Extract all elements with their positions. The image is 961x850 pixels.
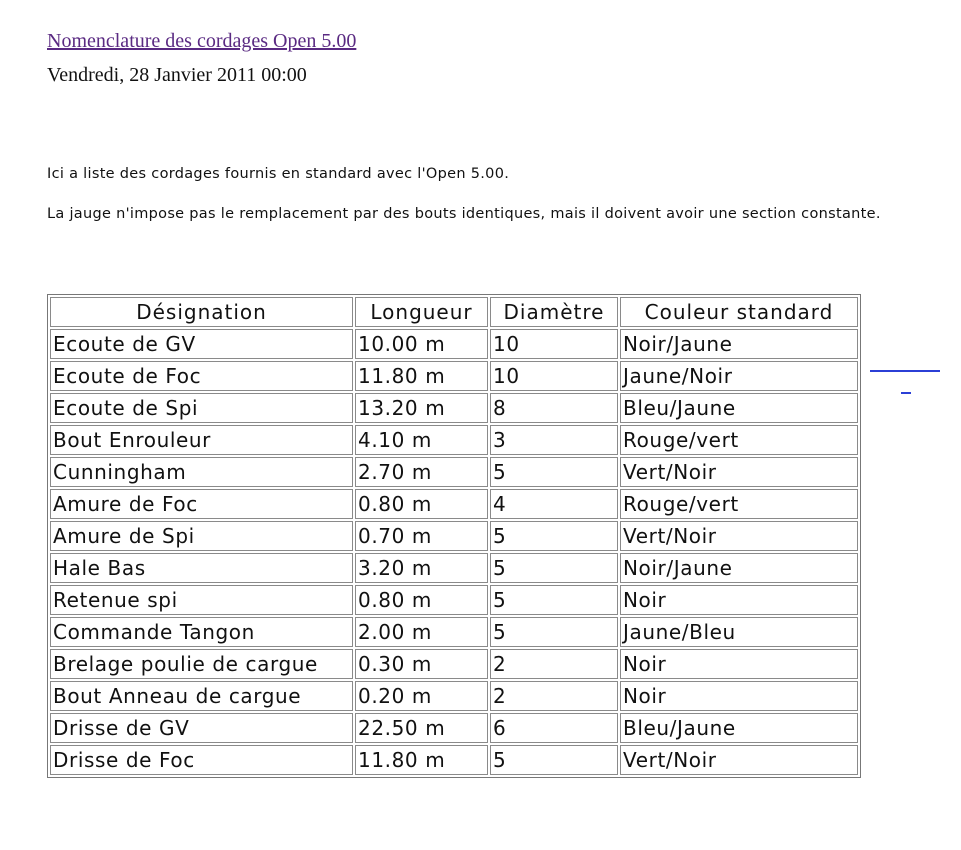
cell-designation: Bout Enrouleur [50,425,353,455]
cell-longueur: 2.00 m [355,617,488,647]
cell-designation: Amure de Spi [50,521,353,551]
cell-diametre: 5 [490,585,618,615]
table-row [50,745,858,775]
cell-diametre: 4 [490,489,618,519]
cell-designation: Ecoute de Spi [50,393,353,423]
cell-longueur: 13.20 m [355,393,488,423]
header-designation: Désignation [50,297,353,327]
decorative-line [870,370,940,372]
cell-couleur: Noir/Jaune [620,329,858,359]
cell-longueur: 0.20 m [355,681,488,711]
cell-diametre: 6 [490,713,618,743]
cell-longueur: 10.00 m [355,329,488,359]
cell-longueur: 2.70 m [355,457,488,487]
cell-designation: Hale Bas [50,553,353,583]
header-couleur: Couleur standard [620,297,858,327]
cell-diametre: 3 [490,425,618,455]
cell-longueur: 22.50 m [355,713,488,743]
cell-diametre: 8 [490,393,618,423]
cell-designation: Amure de Foc [50,489,353,519]
cell-couleur: Vert/Noir [620,521,858,551]
cell-designation: Cunningham [50,457,353,487]
cell-longueur: 4.10 m [355,425,488,455]
table-header-row [50,297,858,327]
cell-couleur: Noir [620,585,858,615]
cell-diametre: 2 [490,681,618,711]
table-row [50,425,858,455]
cell-longueur: 0.80 m [355,489,488,519]
note-paragraph: La jauge n'impose pas le remplacement par des bouts identiques, mais il doivent avoir une section constante. [47,206,881,222]
cell-couleur: Vert/Noir [620,457,858,487]
table-row [50,329,858,359]
decorative-dash [901,392,911,394]
table-row [50,361,858,391]
cell-diametre: 5 [490,521,618,551]
cell-designation: Drisse de GV [50,713,353,743]
table-row [50,585,858,615]
cell-designation: Ecoute de GV [50,329,353,359]
table-row [50,457,858,487]
cell-diametre: 10 [490,361,618,391]
table-row [50,681,858,711]
intro-paragraph: Ici a liste des cordages fournis en standard avec l'Open 5.00. [47,166,510,182]
cell-longueur: 11.80 m [355,745,488,775]
table-row [50,713,858,743]
cell-longueur: 0.80 m [355,585,488,615]
article-title-link[interactable]: Nomenclature des cordages Open 5.00 [47,30,357,52]
cell-diametre: 5 [490,617,618,647]
cell-couleur: Rouge/vert [620,425,858,455]
cell-couleur: Vert/Noir [620,745,858,775]
table-row [50,521,858,551]
cell-longueur: 3.20 m [355,553,488,583]
cell-designation: Retenue spi [50,585,353,615]
cell-couleur: Jaune/Bleu [620,617,858,647]
cell-couleur: Bleu/Jaune [620,393,858,423]
cell-couleur: Jaune/Noir [620,361,858,391]
cell-designation: Drisse de Foc [50,745,353,775]
table-row [50,649,858,679]
header-longueur: Longueur [355,297,488,327]
header-diametre: Diamètre [490,297,618,327]
cell-couleur: Noir [620,649,858,679]
cell-couleur: Bleu/Jaune [620,713,858,743]
cell-diametre: 5 [490,745,618,775]
cell-diametre: 10 [490,329,618,359]
table-row [50,553,858,583]
cell-designation: Brelage poulie de cargue [50,649,353,679]
cell-designation: Bout Anneau de cargue [50,681,353,711]
cell-longueur: 0.30 m [355,649,488,679]
cell-diametre: 5 [490,457,618,487]
cordage-table [47,294,861,778]
table-row [50,393,858,423]
cell-longueur: 11.80 m [355,361,488,391]
table-body [50,329,858,775]
cell-longueur: 0.70 m [355,521,488,551]
cell-diametre: 5 [490,553,618,583]
table-row [50,489,858,519]
cell-couleur: Noir/Jaune [620,553,858,583]
table-row [50,617,858,647]
article-date: Vendredi, 28 Janvier 2011 00:00 [47,64,307,86]
cell-designation: Ecoute de Foc [50,361,353,391]
cell-couleur: Rouge/vert [620,489,858,519]
cell-designation: Commande Tangon [50,617,353,647]
cell-diametre: 2 [490,649,618,679]
cell-couleur: Noir [620,681,858,711]
